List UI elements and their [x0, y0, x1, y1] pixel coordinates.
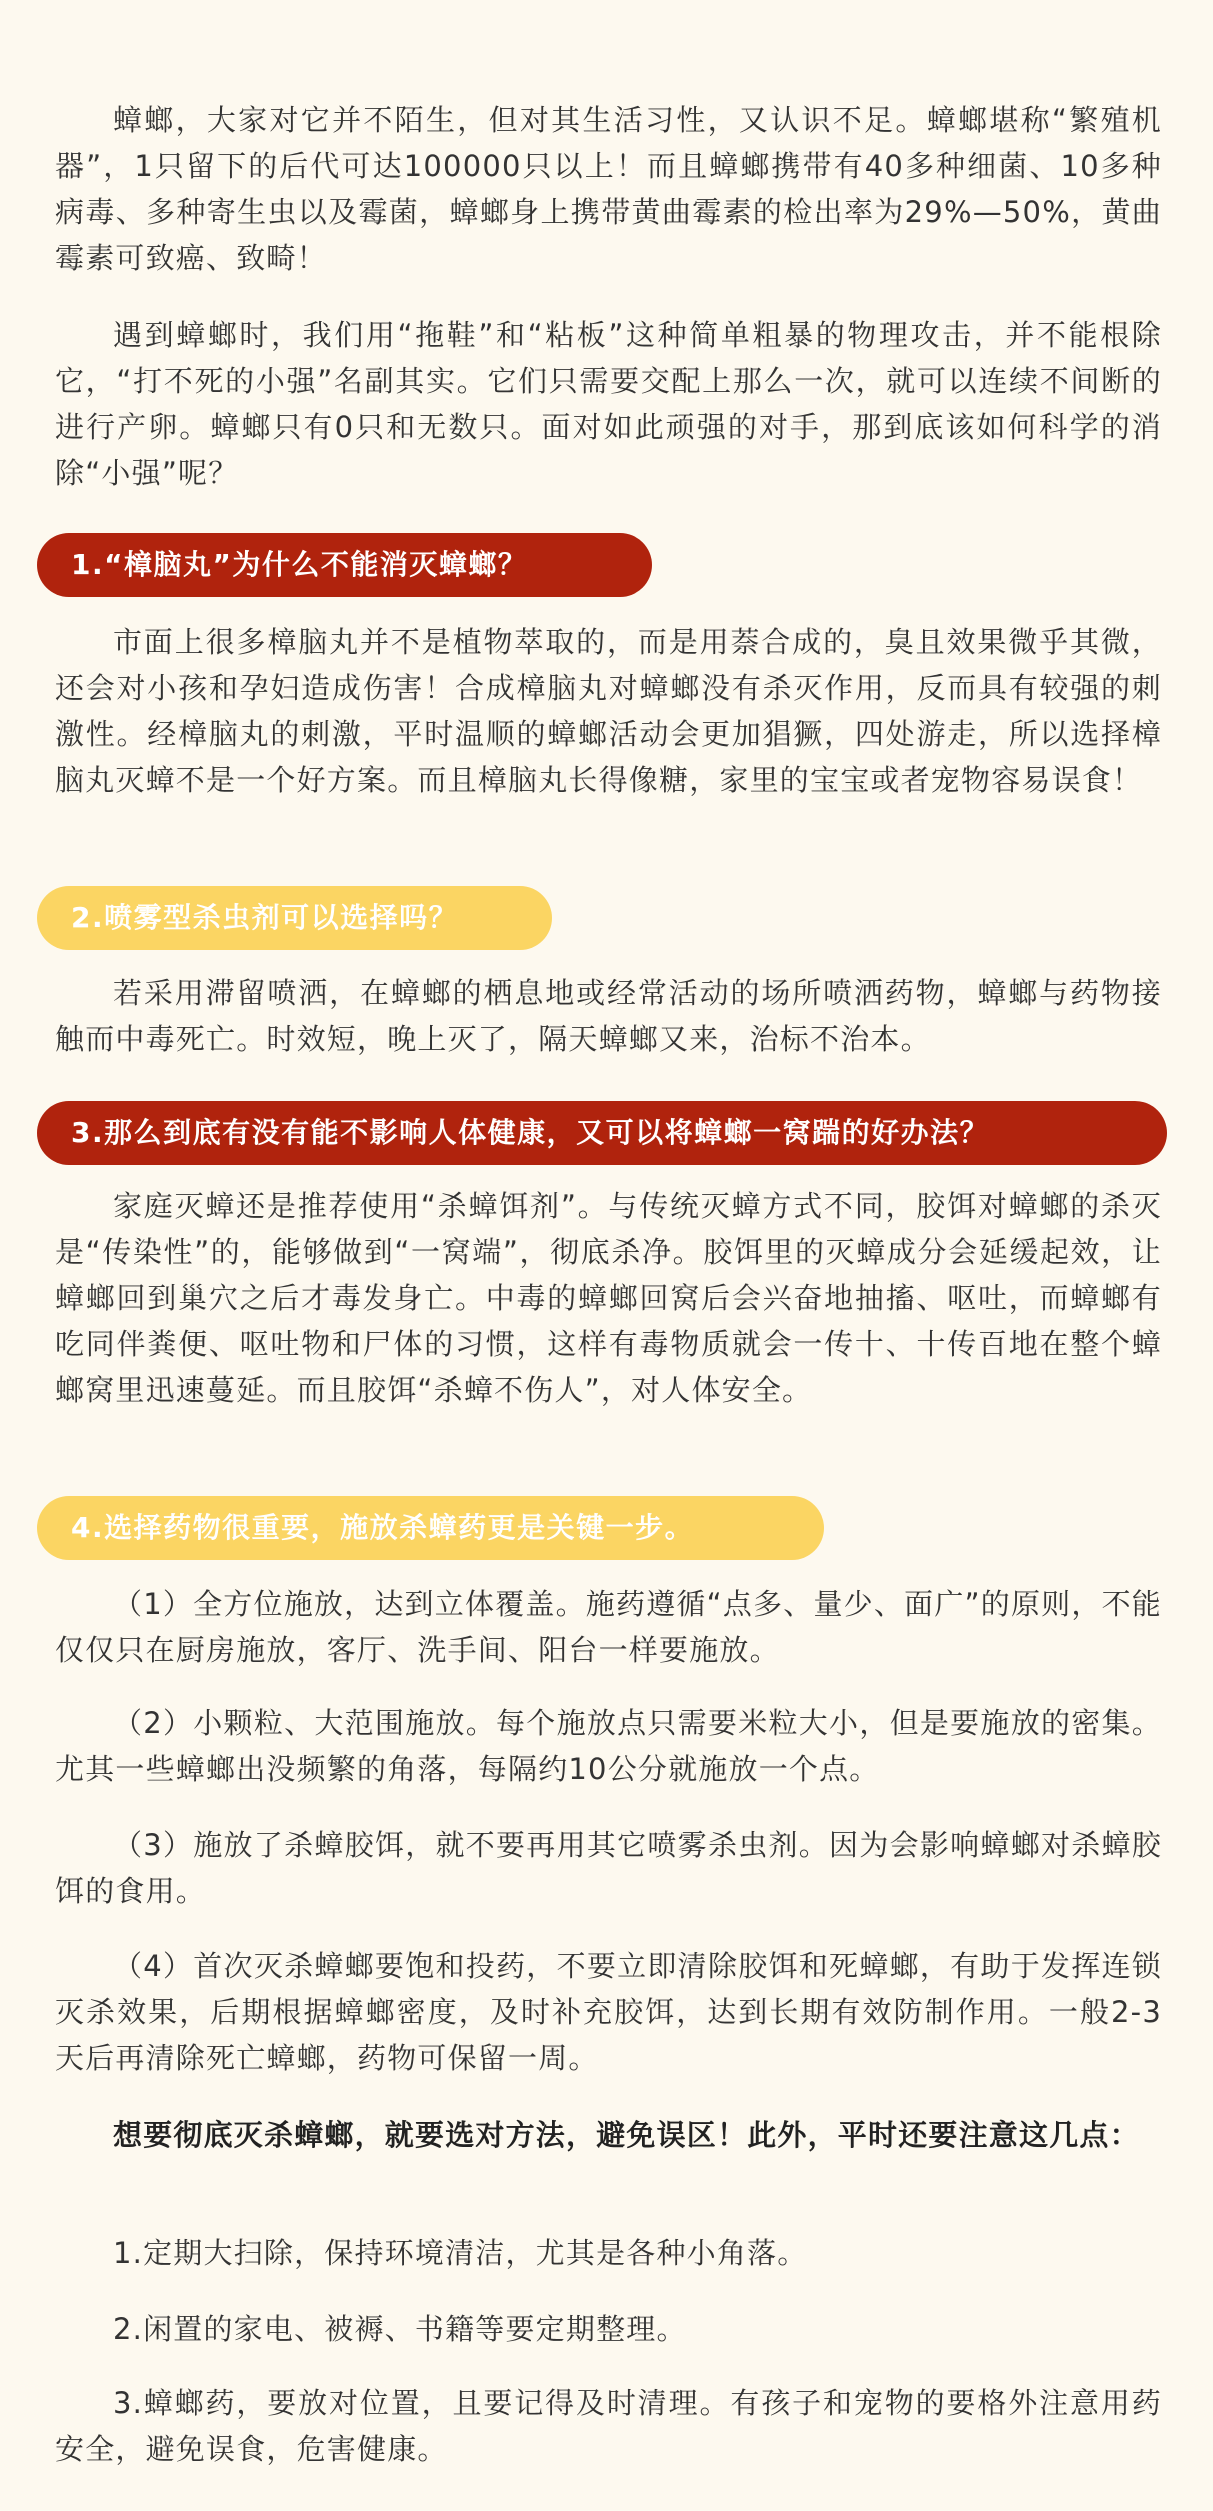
intro-paragraph-1: 蟑螂，大家对它并不陌生，但对其生活习性，又认识不足。蟑螂堪称“繁殖机器”，1只留下的后代可达100000只以上！而且蟑螂携带有40多种细菌、10多种病毒、多种寄生虫以及霉菌，蟑螂身上携带黄曲霉素的检出率为29%—50%，黄曲霉素可致癌、致畸！ [55, 103, 1162, 275]
section-1-paragraph: 市面上很多樟脑丸并不是植物萃取的，而是用萘合成的，臭且效果微乎其微，还会对小孩和孕妇造成伤害！合成樟脑丸对蟑螂没有杀灭作用，反而具有较强的刺激性。经樟脑丸的刺激，平时温顺的蟑螂活动会更加猖獗，四处游走，所以选择樟脑丸灭蟑不是一个好方案。而且樟脑丸长得像糖，家里的宝宝或者宠物容易误食！ [55, 625, 1162, 797]
tip-1: 1.定期大扫除，保持环境清洁，尤其是各种小角落。 [113, 2236, 808, 2270]
intro-paragraph-2: 遇到蟑螂时，我们用“拖鞋”和“粘板”这种简单粗暴的物理攻击，并不能根除它，“打不死的小强”名副其实。它们只需要交配上那么一次，就可以连续不间断的进行产卵。蟑螂只有0只和无数只。面对如此顽强的对手，那到底该如何科学的消除“小强”呢？ [55, 318, 1162, 490]
section-3-paragraph: 家庭灭蟑还是推荐使用“杀蟑饵剂”。与传统灭蟑方式不同，胶饵对蟑螂的杀灭是“传染性”的，能够做到“一窝端”，彻底杀净。胶饵里的灭蟑成分会延缓起效，让蟑螂回到巢穴之后才毒发身亡。中毒的蟑螂回窝后会兴奋地抽搐、呕吐，而蟑螂有吃同伴粪便、呕吐物和尸体的习惯，这样有毒物质就会一传十、十传百地在整个蟑螂窝里迅速蔓延。而且胶饵“杀蟑不伤人”，对人体安全。 [55, 1189, 1162, 1407]
section-4-step-3: （3）施放了杀蟑胶饵，就不要再用其它喷雾杀虫剂。因为会影响蟑螂对杀蟑胶饵的食用。 [55, 1828, 1162, 1908]
tip-2: 2.闲置的家电、被褥、书籍等要定期整理。 [113, 2312, 687, 2346]
closing-emphasis: 想要彻底灭杀蟑螂，就要选对方法，避免误区！此外，平时还要注意这几点： [113, 2118, 1140, 2152]
section-3-heading: 3.那么到底有没有能不影响人体健康，又可以将蟑螂一窝踹的好办法？ [37, 1101, 1167, 1165]
tip-3: 3.蟑螂药，要放对位置，且要记得及时清理。有孩子和宠物的要格外注意用药安全，避免误食，危害健康。 [55, 2386, 1162, 2466]
section-1-heading: 1.“樟脑丸”为什么不能消灭蟑螂？ [37, 533, 652, 597]
section-4-step-2: （2）小颗粒、大范围施放。每个施放点只需要米粒大小，但是要施放的密集。尤其一些蟑螂出没频繁的角落，每隔约10公分就施放一个点。 [55, 1706, 1162, 1786]
section-4-step-4: （4）首次灭杀蟑螂要饱和投药，不要立即清除胶饵和死蟑螂，有助于发挥连锁灭杀效果，后期根据蟑螂密度，及时补充胶饵，达到长期有效防制作用。一般2-3天后再清除死亡蟑螂，药物可保留一周。 [55, 1949, 1162, 2075]
section-2-paragraph: 若采用滞留喷洒，在蟑螂的栖息地或经常活动的场所喷洒药物，蟑螂与药物接触而中毒死亡。时效短，晚上灭了，隔天蟑螂又来，治标不治本。 [55, 976, 1162, 1056]
section-4-heading: 4.选择药物很重要，施放杀蟑药更是关键一步。 [37, 1496, 824, 1560]
section-2-heading: 2.喷雾型杀虫剂可以选择吗？ [37, 886, 552, 950]
section-4-step-1: （1）全方位施放，达到立体覆盖。施药遵循“点多、量少、面广”的原则，不能仅仅只在厨房施放，客厅、洗手间、阳台一样要施放。 [55, 1587, 1162, 1667]
